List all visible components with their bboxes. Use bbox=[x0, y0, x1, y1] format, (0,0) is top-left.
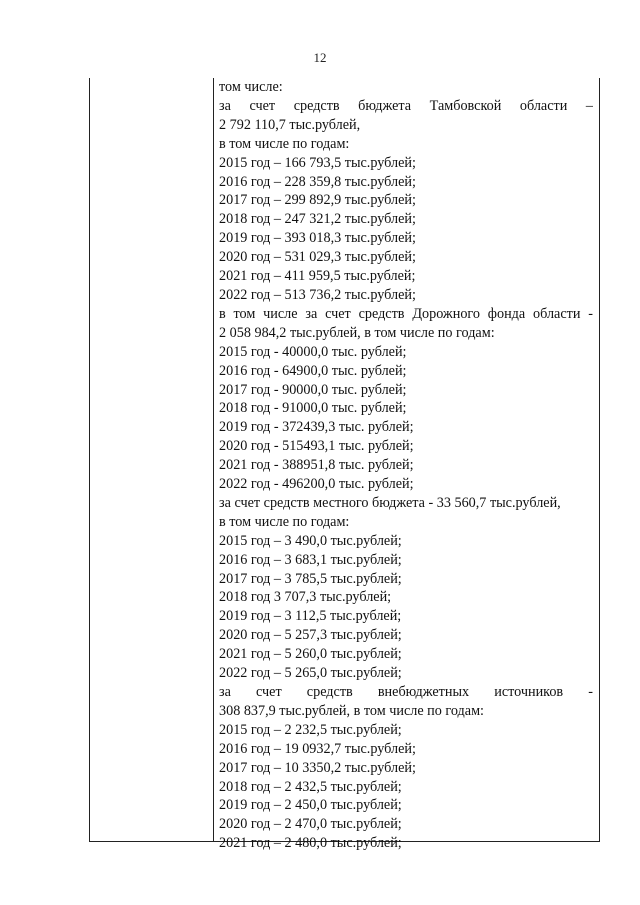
funding-table bbox=[89, 78, 600, 852]
text-line: 2017 год – 3 785,5 тыс.рублей; bbox=[219, 570, 402, 587]
text-line: 2017 год – 299 892,9 тыс.рублей; bbox=[219, 192, 416, 209]
text-line: 2022 год - 496200,0 тыс. рублей; bbox=[219, 476, 414, 493]
text-line: 2017 год - 90000,0 тыс. рублей; bbox=[219, 381, 407, 398]
text-line: 2016 год – 19 0932,7 тыс.рублей; bbox=[219, 740, 416, 757]
text-line: 2015 год - 40000,0 тыс. рублей; bbox=[219, 343, 407, 360]
text-line: 2016 год – 228 359,8 тыс.рублей; bbox=[219, 173, 416, 190]
text-line: 2019 год – 2 450,0 тыс.рублей; bbox=[219, 797, 402, 814]
text-line: в том числе за счет средств Дорожного фонда области - bbox=[219, 305, 593, 322]
text-line: 308 837,9 тыс.рублей, в том числе по годам: bbox=[219, 702, 484, 719]
text-line: 2 792 110,7 тыс.рублей, bbox=[219, 116, 361, 133]
text-line: 2015 год – 166 793,5 тыс.рублей; bbox=[219, 154, 416, 171]
text-line: в том числе по годам: bbox=[219, 513, 350, 530]
text-line: 2015 год – 2 232,5 тыс.рублей; bbox=[219, 721, 402, 738]
text-line: 2022 год – 5 265,0 тыс.рублей; bbox=[219, 665, 402, 682]
text-line: 2020 год – 5 257,3 тыс.рублей; bbox=[219, 627, 402, 644]
column-divider bbox=[213, 78, 214, 841]
text-line: 2020 год - 515493,1 тыс. рублей; bbox=[219, 438, 414, 455]
text-line: 2019 год – 3 112,5 тыс.рублей; bbox=[219, 608, 402, 625]
text-line: 2 058 984,2 тыс.рублей, в том числе по годам: bbox=[219, 324, 495, 341]
text-line: 2018 год – 247 321,2 тыс.рублей; bbox=[219, 211, 416, 228]
text-line: 2019 год – 393 018,3 тыс.рублей; bbox=[219, 230, 416, 247]
text-line: за счет средств бюджета Тамбовской области – bbox=[219, 97, 593, 114]
page-number: 12 bbox=[313, 50, 327, 65]
text-line: 2021 год – 2 480,0 тыс.рублей; bbox=[219, 835, 402, 852]
text-line: 2022 год – 513 736,2 тыс.рублей; bbox=[219, 286, 416, 303]
text-line: 2021 год – 411 959,5 тыс.рублей; bbox=[219, 268, 416, 285]
text-line: за счет средств местного бюджета - 33 560,7 тыс.рублей, bbox=[219, 494, 561, 511]
text-line: за счет средств внебюджетных источников - bbox=[219, 684, 593, 700]
text-line: 2016 год – 3 683,1 тыс.рублей; bbox=[219, 551, 402, 568]
text-line: 2021 год - 388951,8 тыс. рублей; bbox=[219, 457, 414, 474]
text-line: 2020 год – 531 029,3 тыс.рублей; bbox=[219, 249, 416, 266]
text-line: 2020 год – 2 470,0 тыс.рублей; bbox=[219, 816, 402, 833]
text-line: 2018 год - 91000,0 тыс. рублей; bbox=[219, 400, 407, 417]
text-line: 2021 год – 5 260,0 тыс.рублей; bbox=[219, 646, 402, 663]
text-line: 2016 год - 64900,0 тыс. рублей; bbox=[219, 362, 407, 379]
text-line: 2018 год – 2 432,5 тыс.рублей; bbox=[219, 778, 402, 795]
text-line: 2015 год – 3 490,0 тыс.рублей; bbox=[219, 532, 402, 549]
text-line: 2018 год 3 707,3 тыс.рублей; bbox=[219, 589, 392, 606]
text-line: том числе: bbox=[219, 79, 283, 95]
text-line: в том числе по годам: bbox=[219, 135, 350, 152]
funding-text-cell bbox=[219, 78, 593, 853]
text-line: 2019 год - 372439,3 тыс. рублей; bbox=[219, 419, 414, 436]
text-line: 2017 год – 10 3350,2 тыс.рублей; bbox=[219, 759, 416, 776]
